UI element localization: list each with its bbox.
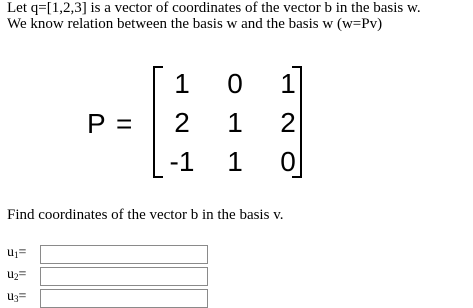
- matrix-cell: 1: [174, 68, 190, 99]
- answer-row-u1: [7, 244, 208, 264]
- matrix-cell: 2: [280, 107, 296, 138]
- matrix-cell: 0: [227, 68, 243, 99]
- question-prompt: Find coordinates of the vector b in the basis v.: [7, 207, 284, 223]
- matrix-left-bracket: [153, 66, 163, 178]
- answer-row-u2: [7, 266, 208, 286]
- answer-label-u1: $u_1=$: [7, 245, 27, 260]
- problem-line-1: Let q=[1,2,3] is a vector of coordinates of the vector b in the basis w.: [7, 0, 421, 16]
- matrix-name: P: [87, 108, 106, 139]
- matrix-cell: 1: [227, 146, 243, 177]
- answer-label-u3: $u_3=$: [7, 289, 27, 304]
- answer-input-u2[interactable]: [40, 267, 208, 286]
- matrix-cell: 1: [280, 68, 296, 99]
- answer-row-u3: [7, 288, 208, 308]
- matrix-equals-sign: =: [116, 108, 133, 139]
- matrix-cell: 2: [174, 107, 190, 138]
- matrix-cell: 0: [280, 146, 296, 177]
- matrix-cell: 1: [227, 107, 243, 138]
- answer-input-u3[interactable]: [40, 289, 208, 308]
- answer-label-u2: $u_2=$: [7, 267, 27, 282]
- problem-line-2: We know relation between the basis w and the basis w (w=Pv): [7, 16, 383, 32]
- matrix-cell: -1: [169, 146, 195, 177]
- answer-input-u1[interactable]: [40, 245, 208, 264]
- matrix-right-bracket: [292, 66, 302, 178]
